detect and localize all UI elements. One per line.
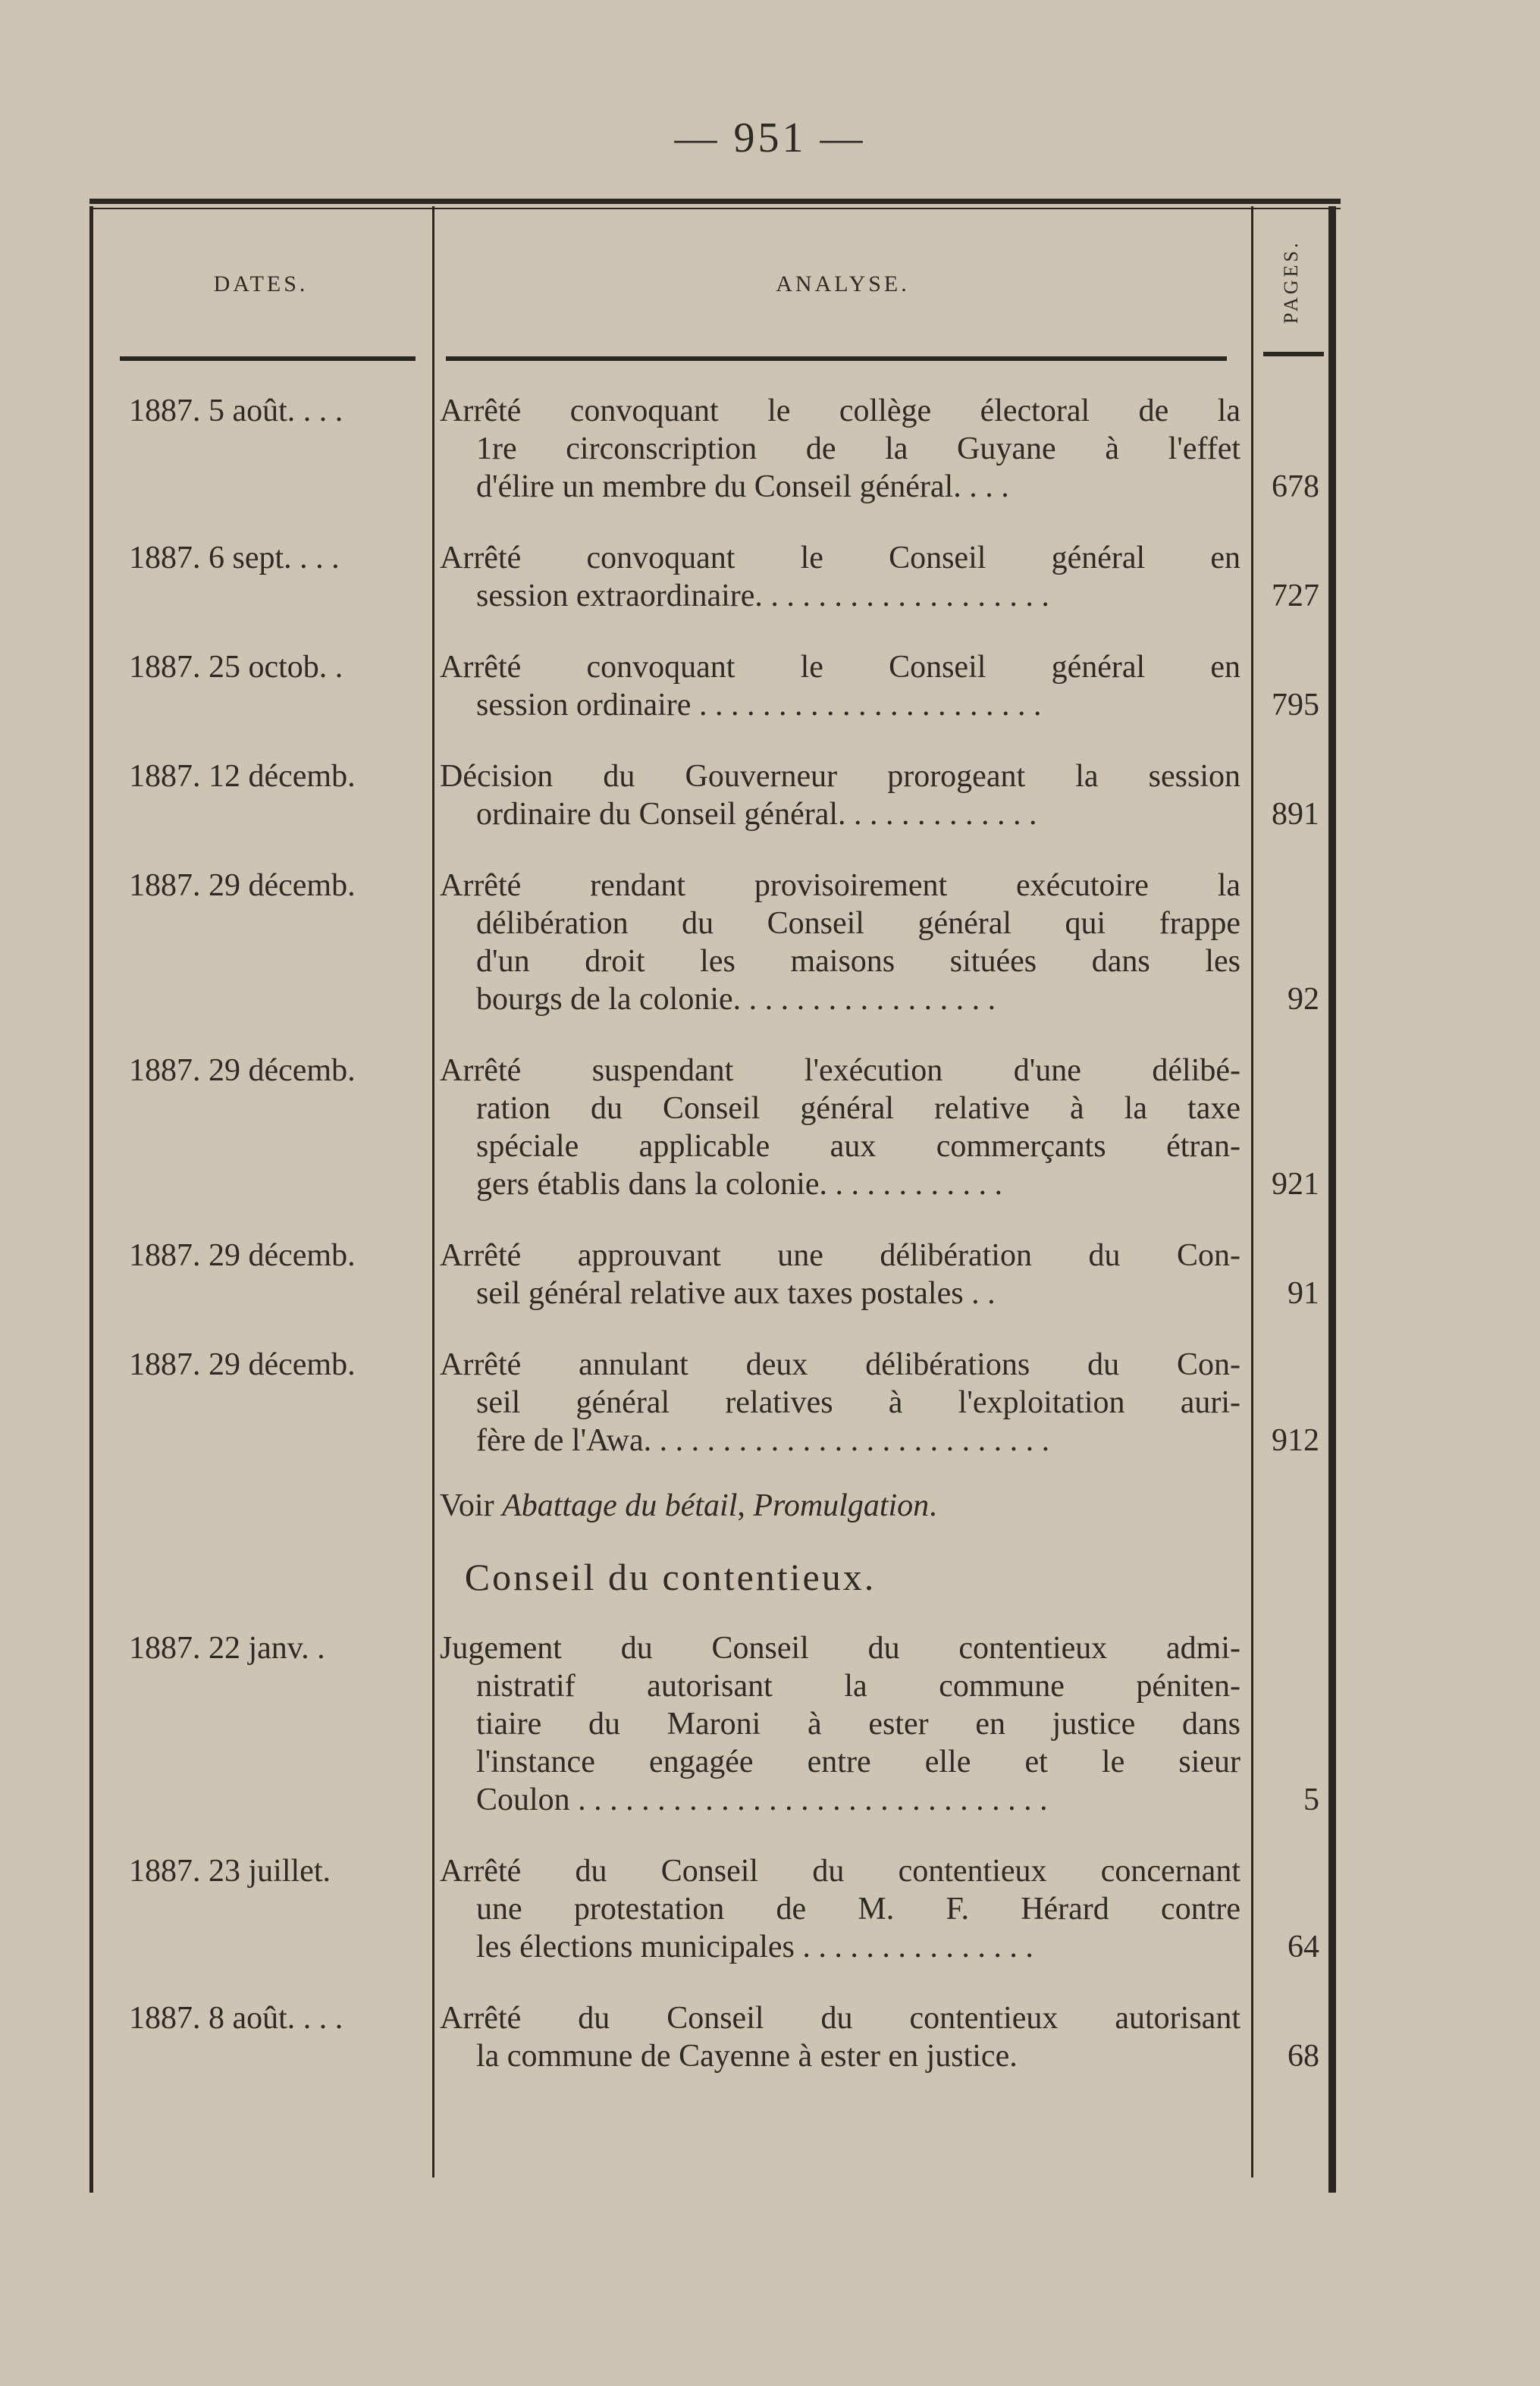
analysis-line: Coulon . . . . . . . . . . . . . . . . . . . . . . . . . . . . . . xyxy=(476,1782,1048,1817)
entry-analysis xyxy=(432,392,1251,506)
analysis-line: ordinaire du Conseil général. . . . . . . . . . . . . xyxy=(476,797,1037,832)
entry-analysis xyxy=(432,1629,1251,1819)
analysis-line: Arrêté annulant deux délibérations du Con- xyxy=(440,1347,1240,1382)
entry-date: 1887. 29 décemb. xyxy=(129,1347,356,1382)
analysis-line: session ordinaire . . . . . . . . . . . . . . . . . . . . . . xyxy=(476,688,1042,723)
top-rule xyxy=(89,199,1341,204)
entry-analysis xyxy=(432,867,1251,1018)
entry-page: 912 xyxy=(1272,1423,1319,1458)
see-also-separator: , xyxy=(737,1488,754,1523)
pages-header-underline xyxy=(1263,352,1324,356)
entry-analysis xyxy=(432,1237,1251,1312)
analysis-line: tiaire du Maroni à ester en justice dans xyxy=(476,1707,1240,1742)
entry-date: 1887. 29 décemb. xyxy=(129,1238,356,1273)
entry-page: 91 xyxy=(1288,1276,1319,1311)
analysis-line: seil général relative aux taxes postales . . xyxy=(476,1276,996,1311)
analysis-line: la commune de Cayenne à ester en justice. xyxy=(476,2039,1018,2074)
entries xyxy=(89,392,1341,2109)
see-also-prefix: Voir xyxy=(440,1488,503,1523)
entry-date: 1887. 29 décemb. xyxy=(129,1053,356,1088)
entry-page: 795 xyxy=(1272,688,1319,723)
analysis-line: d'un droit les maisons situées dans les xyxy=(476,944,1240,979)
analysis-line: fère de l'Awa. . . . . . . . . . . . . . . . . . . . . . . . . . xyxy=(476,1423,1050,1458)
analysis-line: spéciale applicable aux commerçants étran- xyxy=(476,1129,1240,1164)
entry-page: 891 xyxy=(1272,797,1319,832)
entry-page: 727 xyxy=(1272,578,1319,613)
analysis-line: Arrêté convoquant le collège électoral de la xyxy=(440,393,1240,428)
entry-page: 92 xyxy=(1288,982,1319,1017)
entries-group-contentieux xyxy=(89,1629,1341,2075)
analysis-line: Arrêté du Conseil du contentieux autorisant xyxy=(440,2001,1240,2036)
index-table xyxy=(89,199,1341,2200)
analyse-header: ANALYSE. xyxy=(776,271,910,296)
entry-date: 1887. 29 décemb. xyxy=(129,868,356,903)
index-entry xyxy=(89,1629,1341,1819)
analyse-header-underline xyxy=(446,356,1227,361)
entry-page: 921 xyxy=(1272,1167,1319,1202)
entry-date: 1887. 6 sept. . . . xyxy=(129,541,340,575)
dates-header: DATES. xyxy=(213,271,309,296)
entry-analysis xyxy=(432,539,1251,615)
index-entry xyxy=(89,1237,1341,1312)
analysis-line: ration du Conseil général relative à la taxe xyxy=(476,1091,1240,1126)
analysis-line: Arrêté rendant provisoirement exécutoire la xyxy=(440,868,1240,903)
index-entry xyxy=(89,1346,1341,1460)
index-entry xyxy=(89,1052,1341,1203)
analysis-line: Arrêté approuvant une délibération du Con- xyxy=(440,1238,1240,1273)
top-rule-thin xyxy=(89,208,1341,209)
analysis-line: d'élire un membre du Conseil général. . . . xyxy=(476,469,1009,504)
analysis-line: seil général relatives à l'exploitation auri- xyxy=(476,1385,1240,1420)
analysis-line: les élections municipales . . . . . . . . . . . . . . . xyxy=(476,1930,1033,1964)
analysis-line: Arrêté convoquant le Conseil général en xyxy=(440,541,1240,575)
page-number: — 951 — xyxy=(674,114,866,161)
entry-date: 1887. 25 octob. . xyxy=(129,650,343,685)
entry-page: 68 xyxy=(1288,2039,1319,2074)
index-entry xyxy=(89,1852,1341,1966)
entry-analysis xyxy=(432,757,1251,833)
index-entry xyxy=(89,648,1341,724)
entry-date: 1887. 22 janv. . xyxy=(129,1631,325,1666)
entry-date: 1887. 23 juillet. xyxy=(129,1854,331,1889)
index-entry xyxy=(89,392,1341,506)
index-entry xyxy=(89,539,1341,615)
section-title: Conseil du contentieux. xyxy=(464,1556,877,1598)
entry-analysis xyxy=(432,1999,1251,2075)
dates-header-underline xyxy=(120,356,416,361)
index-entry xyxy=(89,867,1341,1018)
analysis-line: nistratif autorisant la commune péniten- xyxy=(476,1669,1240,1704)
analysis-line: une protestation de M. F. Hérard contre xyxy=(476,1892,1240,1927)
analysis-line: 1re circonscription de la Guyane à l'effet xyxy=(476,431,1240,466)
analysis-line: délibération du Conseil général qui frappe xyxy=(476,906,1240,941)
analysis-line: Arrêté suspendant l'exécution d'une délibé- xyxy=(440,1053,1240,1088)
analysis-line: Décision du Gouverneur prorogeant la session xyxy=(440,759,1240,794)
entry-analysis xyxy=(432,1346,1251,1460)
pages-header xyxy=(1253,221,1329,350)
entry-page: 5 xyxy=(1303,1782,1319,1817)
analysis-line: l'instance engagée entre elle et le sieur xyxy=(476,1745,1240,1779)
analysis-line: session extraordinaire. . . . . . . . . . . . . . . . . . . xyxy=(476,578,1049,613)
analysis-line: Arrêté du Conseil du contentieux concernant xyxy=(440,1854,1240,1889)
analysis-line: bourgs de la colonie. . . . . . . . . . . . . . . . . xyxy=(476,982,996,1017)
see-also-suffix: . xyxy=(929,1488,937,1523)
entry-page: 64 xyxy=(1288,1930,1319,1964)
entry-analysis xyxy=(432,1052,1251,1203)
entry-date: 1887. 8 août. . . . xyxy=(129,2001,343,2036)
entry-analysis xyxy=(432,1852,1251,1966)
analysis-line: gers établis dans la colonie. . . . . . . . . . . . xyxy=(476,1167,1003,1202)
entry-date: 1887. 5 août. . . . xyxy=(129,393,343,428)
see-also-ref-abattage: Abattage du bétail xyxy=(502,1488,738,1523)
index-entry xyxy=(89,1999,1341,2075)
see-also-ref-promulgation: Promulgation xyxy=(753,1488,930,1523)
entries-group-conseil-general xyxy=(89,392,1341,1460)
entry-page: 678 xyxy=(1272,469,1319,504)
index-entry xyxy=(89,757,1341,833)
analysis-line: Arrêté convoquant le Conseil général en xyxy=(440,650,1240,685)
entry-date: 1887. 12 décemb. xyxy=(129,759,356,794)
analysis-line: Jugement du Conseil du contentieux admi- xyxy=(440,1631,1240,1666)
pages-header-label: PAGES. xyxy=(1280,240,1302,324)
see-also xyxy=(89,1487,1341,1525)
entry-analysis xyxy=(432,648,1251,724)
